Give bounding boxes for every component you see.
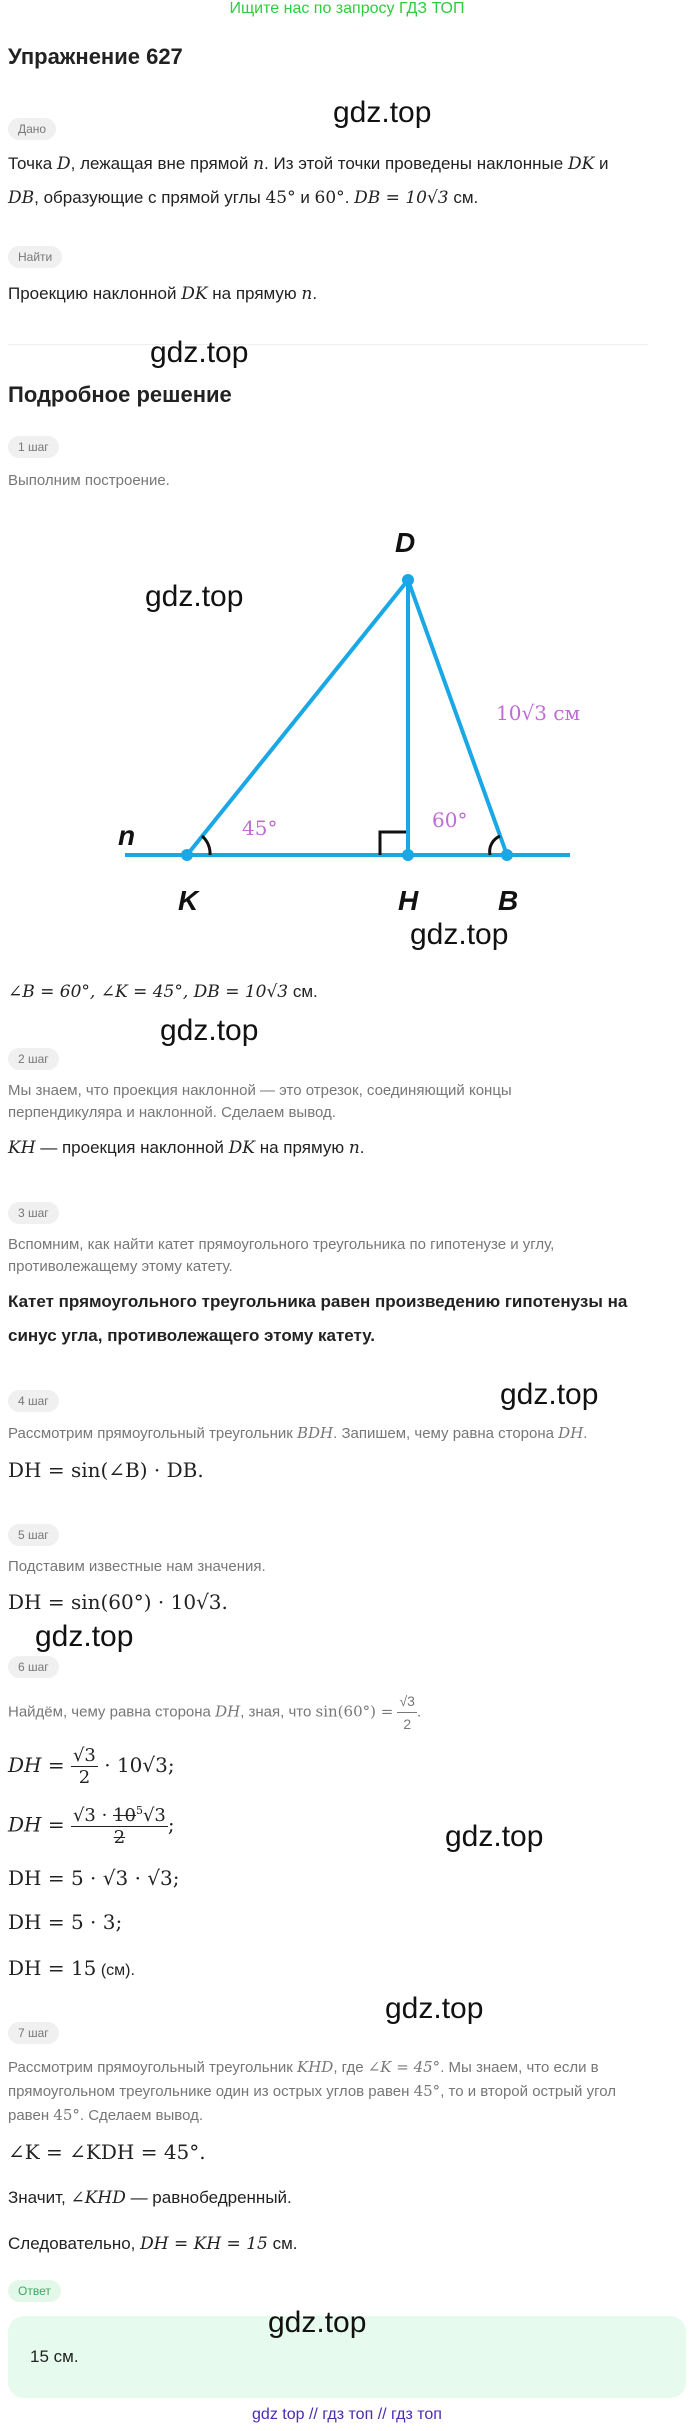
given-badge xyxy=(8,118,56,140)
step-5-label: 5 шаг xyxy=(8,1524,59,1546)
point-b xyxy=(501,849,513,861)
section-divider xyxy=(8,344,648,345)
rule-line-2: синус угла, противолежащего этому катету. xyxy=(8,1326,375,1345)
given-label: Дано xyxy=(8,118,56,140)
step-2-text-2: перпендикуляра и наклонной. Сделаем вывод. xyxy=(8,1104,336,1121)
kh-conclusion: KH — проекция наклонной DK на прямую n. xyxy=(8,1138,365,1158)
angle-k-label: 45° xyxy=(242,816,278,840)
step-4-label: 4 шаг xyxy=(8,1390,59,1412)
solution-heading: Подробное решение xyxy=(8,382,232,407)
label-n: n xyxy=(118,820,136,851)
given-line-1: Точка D, лежащая вне прямой n. Из этой точки проведены наклонные DK и xyxy=(8,154,609,174)
step-7-badge xyxy=(8,2022,59,2044)
step-1-label: 1 шаг xyxy=(8,436,59,458)
step-7-label: 7 шаг xyxy=(8,2022,59,2044)
watermark: gdz.top xyxy=(410,918,509,951)
step-6-badge xyxy=(8,1656,59,1678)
segment-dk xyxy=(187,580,408,855)
footer-links[interactable]: gdz top // гдз топ // гдз топ xyxy=(252,2406,442,2423)
watermark: gdz.top xyxy=(160,1014,259,1047)
watermark: gdz.top xyxy=(333,96,432,129)
watermark: gdz.top xyxy=(445,1820,544,1853)
search-banner: Ищите нас по запросу ГДЗ ТОП xyxy=(229,0,465,17)
step-2-text-1: Мы знаем, что проекция наклонной — это отрезок, соединяющий концы xyxy=(8,1082,512,1099)
label-b: B xyxy=(498,885,519,916)
step-3-text-1: Вспомним, как найти катет прямоугольного треугольника по гипотенузе и углу, xyxy=(8,1236,555,1253)
angle-k-arc xyxy=(202,836,210,855)
step-1-badge xyxy=(8,436,59,458)
watermark: gdz.top xyxy=(145,580,244,613)
watermark: gdz.top xyxy=(35,1620,134,1653)
step-7-text-3: равен 45°. Сделаем вывод. xyxy=(8,2106,204,2124)
point-h xyxy=(402,849,414,861)
eq-dh-formula: DH = sin(∠B) · DB. xyxy=(8,1458,204,1482)
step-3-badge xyxy=(8,1202,59,1224)
step-7-text-1: Рассмотрим прямоугольный треугольник KHD, где ∠K = 45°. Мы знаем, что если в xyxy=(8,2058,599,2076)
angle-b-arc xyxy=(490,836,500,855)
answer-label: Ответ xyxy=(8,2280,61,2302)
eq-6-2: DH = $\frac{√3 \cdot 10^5√3}{2}$ ; xyxy=(8,1804,175,1848)
angle-b-label: 60° xyxy=(432,808,468,832)
step-6-text: Найдём, чему равна сторона DH, зная, что sin(60°) = $\frac{√3}{2}$ . xyxy=(8,1690,421,1735)
label-h: H xyxy=(398,885,419,916)
eq-7-2: Значит, ∠KHD — равнобедренный. xyxy=(8,2188,292,2208)
eq-7-1: ∠K = ∠KDH = 45°. xyxy=(8,2140,206,2164)
find-badge xyxy=(8,246,62,268)
label-k: K xyxy=(178,885,199,916)
db-length-label: 10√3 см xyxy=(496,701,581,725)
find-label: Найти xyxy=(8,246,62,268)
answer-value: 15 см. xyxy=(30,2347,79,2366)
point-d xyxy=(402,574,414,586)
given-values-line: ∠B = 60°, ∠K = 45°, DB = 10√3 см. xyxy=(8,982,318,1002)
step-4-badge xyxy=(8,1390,59,1412)
rule-line-1: Катет прямоугольного треугольника равен произведению гипотенузы на xyxy=(8,1292,628,1311)
label-d: D xyxy=(395,527,416,558)
step-3-text-2: противолежащему этому катету. xyxy=(8,1258,233,1275)
step-2-label: 2 шаг xyxy=(8,1048,59,1070)
eq-6-4: DH = 5 · 3; xyxy=(8,1910,123,1934)
point-k xyxy=(181,849,193,861)
given-line-2: DB, образующие с прямой углы 45° и 60°. DB = 10√3 см. xyxy=(8,188,479,208)
eq-7-3: Следовательно, DH = KH = 15 см. xyxy=(8,2234,298,2254)
watermark: gdz.top xyxy=(385,1992,484,2025)
eq-6-1: DH = $\frac{√3}{2}$ · 10√3; xyxy=(8,1745,175,1788)
answer-badge xyxy=(8,2280,61,2302)
eq-6-5: DH = 15 (см). xyxy=(8,1956,135,1980)
watermark: gdz.top xyxy=(150,336,249,369)
step-7-text-2: прямоугольном треугольнике один из острых углов равен 45°, то и второй острый угол xyxy=(8,2082,616,2100)
step-5-badge xyxy=(8,1524,59,1546)
step-4-text: Рассмотрим прямоугольный треугольник BDH. Запишем, чему равна сторона DH. xyxy=(8,1424,588,1442)
step-1-text: Выполним построение. xyxy=(8,472,170,489)
watermark: gdz.top xyxy=(268,2306,367,2339)
watermark: gdz.top xyxy=(500,1378,599,1411)
step-3-label: 3 шаг xyxy=(8,1202,59,1224)
eq-substitution: DH = sin(60°) · 10√3. xyxy=(8,1590,228,1614)
triangle-diagram xyxy=(0,500,694,940)
step-5-text: Подставим известные нам значения. xyxy=(8,1558,266,1575)
find-text: Проекцию наклонной DK на прямую n. xyxy=(8,284,318,304)
step-6-label: 6 шаг xyxy=(8,1656,59,1678)
eq-6-3: DH = 5 · √3 · √3; xyxy=(8,1866,180,1890)
step-2-badge xyxy=(8,1048,59,1070)
exercise-title: Упражнение 627 xyxy=(8,44,183,69)
right-angle-mark xyxy=(380,832,406,855)
